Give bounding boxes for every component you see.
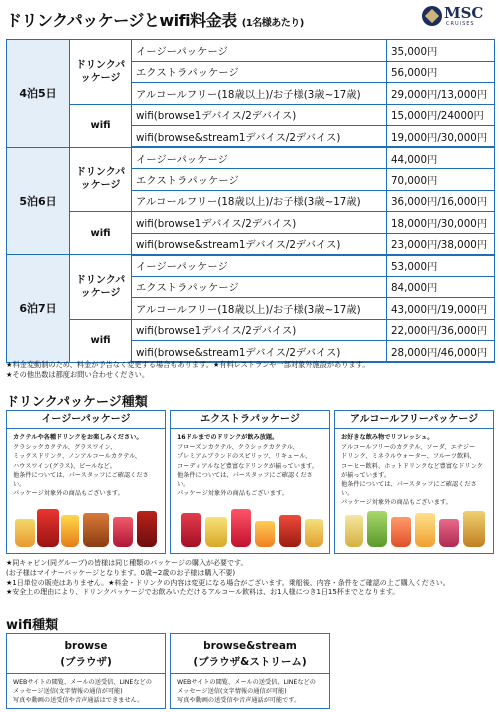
item-name-cell: アルコールフリー(18歳以上)/お子様(3歳~17歳)	[132, 298, 387, 320]
package-cards	[6, 410, 494, 554]
page-title: ドリンクパッケージとwifi料金表 (1名様あたり)	[6, 11, 304, 30]
table-row	[7, 255, 495, 277]
stay-length-cell: 6泊7日	[7, 255, 70, 363]
item-name-cell: エクストラパッケージ	[132, 276, 387, 298]
item-name-cell: wifi(browse1デバイス/2デバイス)	[132, 104, 387, 126]
price-cell: 19,000円/30,000円	[387, 126, 495, 148]
package-card-extra: エクストラパッケージ 16ドルまでのドリンクが飲み放題。 フローズンカクテル、クラシックカクテル、 プレミアムブランドのスピリッツ、リキュール、 コーディアルなど豊富なドリンクが揃っています。 他条件については、パースタッフにご確認ください。 パッケージ対象外の商品もございます。	[170, 410, 330, 554]
stay-length-cell: 4泊5日	[7, 40, 70, 148]
item-name-cell: wifi(browse&stream1デバイス/2デバイス)	[132, 233, 387, 255]
item-name-cell: アルコールフリー(18歳以上)/お子様(3歳~17歳)	[132, 190, 387, 212]
item-name-cell: イージーパッケージ	[132, 255, 387, 277]
price-cell: 28,000円/46,000円	[387, 341, 495, 363]
price-cell: 84,000円	[387, 276, 495, 298]
category-cell: wifi	[70, 319, 132, 362]
category-cell: wifi	[70, 212, 132, 255]
item-name-cell: イージーパッケージ	[132, 147, 387, 169]
item-name-cell: エクストラパッケージ	[132, 169, 387, 191]
page-header	[0, 0, 500, 36]
price-cell: 70,000円	[387, 169, 495, 191]
price-cell: 35,000円	[387, 40, 495, 62]
package-card-easy: イージーパッケージ カクテルや各種ドリンクをお楽しみください。 クラシックカクテル、グラスワイン、 ミックスドリンク、ノンアルコールカクテル、 ハウスワイン(グラス)、ビールなど。 他条件については、パースタッフにご確認ください。 パッケージ対象外の商品もございます。	[6, 410, 166, 554]
item-name-cell: wifi(browse&stream1デバイス/2デバイス)	[132, 341, 387, 363]
price-cell: 15,000円/24000円	[387, 104, 495, 126]
soft-drinks-photo	[341, 507, 487, 547]
msc-logo: MSC CRUISES	[422, 4, 494, 30]
package-card-alcohol-free: アルコールフリーパッケージ お好きな飲み物でリフレッシュ。 アルコールフリーのカクテル、ソーダ、エナジー ドリンク、ミネラルウォーター、フルーツ飲料、 コーヒー飲料、ホットドリンクなど豊富なドリンク が揃っています。 他条件については、パースタッフにご確認ください。 パッケージ対象外の商品もございます。	[334, 410, 494, 554]
category-cell: ドリンクパッケージ	[70, 255, 132, 320]
table-row	[7, 40, 495, 62]
table-row	[7, 212, 495, 234]
category-cell: ドリンクパッケージ	[70, 40, 132, 105]
price-cell: 53,000円	[387, 255, 495, 277]
table-row	[7, 104, 495, 126]
item-name-cell: イージーパッケージ	[132, 40, 387, 62]
wifi-card-browse: browse (ブラウザ) WEBサイトの閲覧、メールの送受信、LINEなどの メッセージ送信(文字情報の通信が可能) 写真や動画の送受信や音声通話はできません。	[6, 633, 166, 709]
category-cell: ドリンクパッケージ	[70, 147, 132, 212]
item-name-cell: wifi(browse1デバイス/2デバイス)	[132, 319, 387, 341]
msc-emblem-icon	[422, 6, 442, 26]
price-cell: 43,000円/19,000円	[387, 298, 495, 320]
price-cell: 18,000円/30,000円	[387, 212, 495, 234]
item-name-cell: wifi(browse&stream1デバイス/2デバイス)	[132, 126, 387, 148]
price-cell: 44,000円	[387, 147, 495, 169]
wifi-section-title: wifi種類	[6, 618, 59, 633]
drink-section-title: ドリンクパッケージ種類	[6, 395, 148, 410]
item-name-cell: アルコールフリー(18歳以上)/お子様(3歳~17歳)	[132, 83, 387, 105]
item-name-cell: エクストラパッケージ	[132, 61, 387, 83]
table-row	[7, 319, 495, 341]
package-notes: ★同キャビン(同グループ)の皆様は同じ種類のパッケージの購入が必要です。 (お子様はマイナーパッケージとなります。0歳~2歳のお子様は購入不要) ★1日単位の販売はありません。★料金・ドリンクの内容は変更になる場合がございます。乗船後、内容・条件をご確認の上ご購入ください。 ★安全上の理由により、ドリンクパッケージでお飲みいただけるアルコール飲料は、お1人様につき1日15杯までとなります。	[6, 559, 450, 597]
price-cell: 56,000円	[387, 61, 495, 83]
price-cell: 29,000円/13,000円	[387, 83, 495, 105]
wifi-card-browse-stream: browse&stream (ブラウザ&ストリーム) WEBサイトの閲覧、メールの送受信、LINEなどの メッセージ送信(文字情報の通信が可能) 写真や動画の送受信や音声通話が可能です。	[170, 633, 330, 709]
stay-length-cell: 5泊6日	[7, 147, 70, 255]
item-name-cell: wifi(browse1デバイス/2デバイス)	[132, 212, 387, 234]
price-table	[6, 39, 495, 363]
cocktails-photo	[177, 507, 323, 547]
price-notes: ★料金変動制のため、料金が予告なく変更する場合もあります。★有料レストランや一部対象外施設があります。 ★その他出数は都度お問い合わせください。	[6, 360, 370, 379]
drinks-photo	[13, 507, 159, 547]
category-cell: wifi	[70, 104, 132, 147]
price-cell: 22,000円/36,000円	[387, 319, 495, 341]
price-cell: 36,000円/16,000円	[387, 190, 495, 212]
table-row	[7, 147, 495, 169]
price-cell: 23,000円/38,000円	[387, 233, 495, 255]
